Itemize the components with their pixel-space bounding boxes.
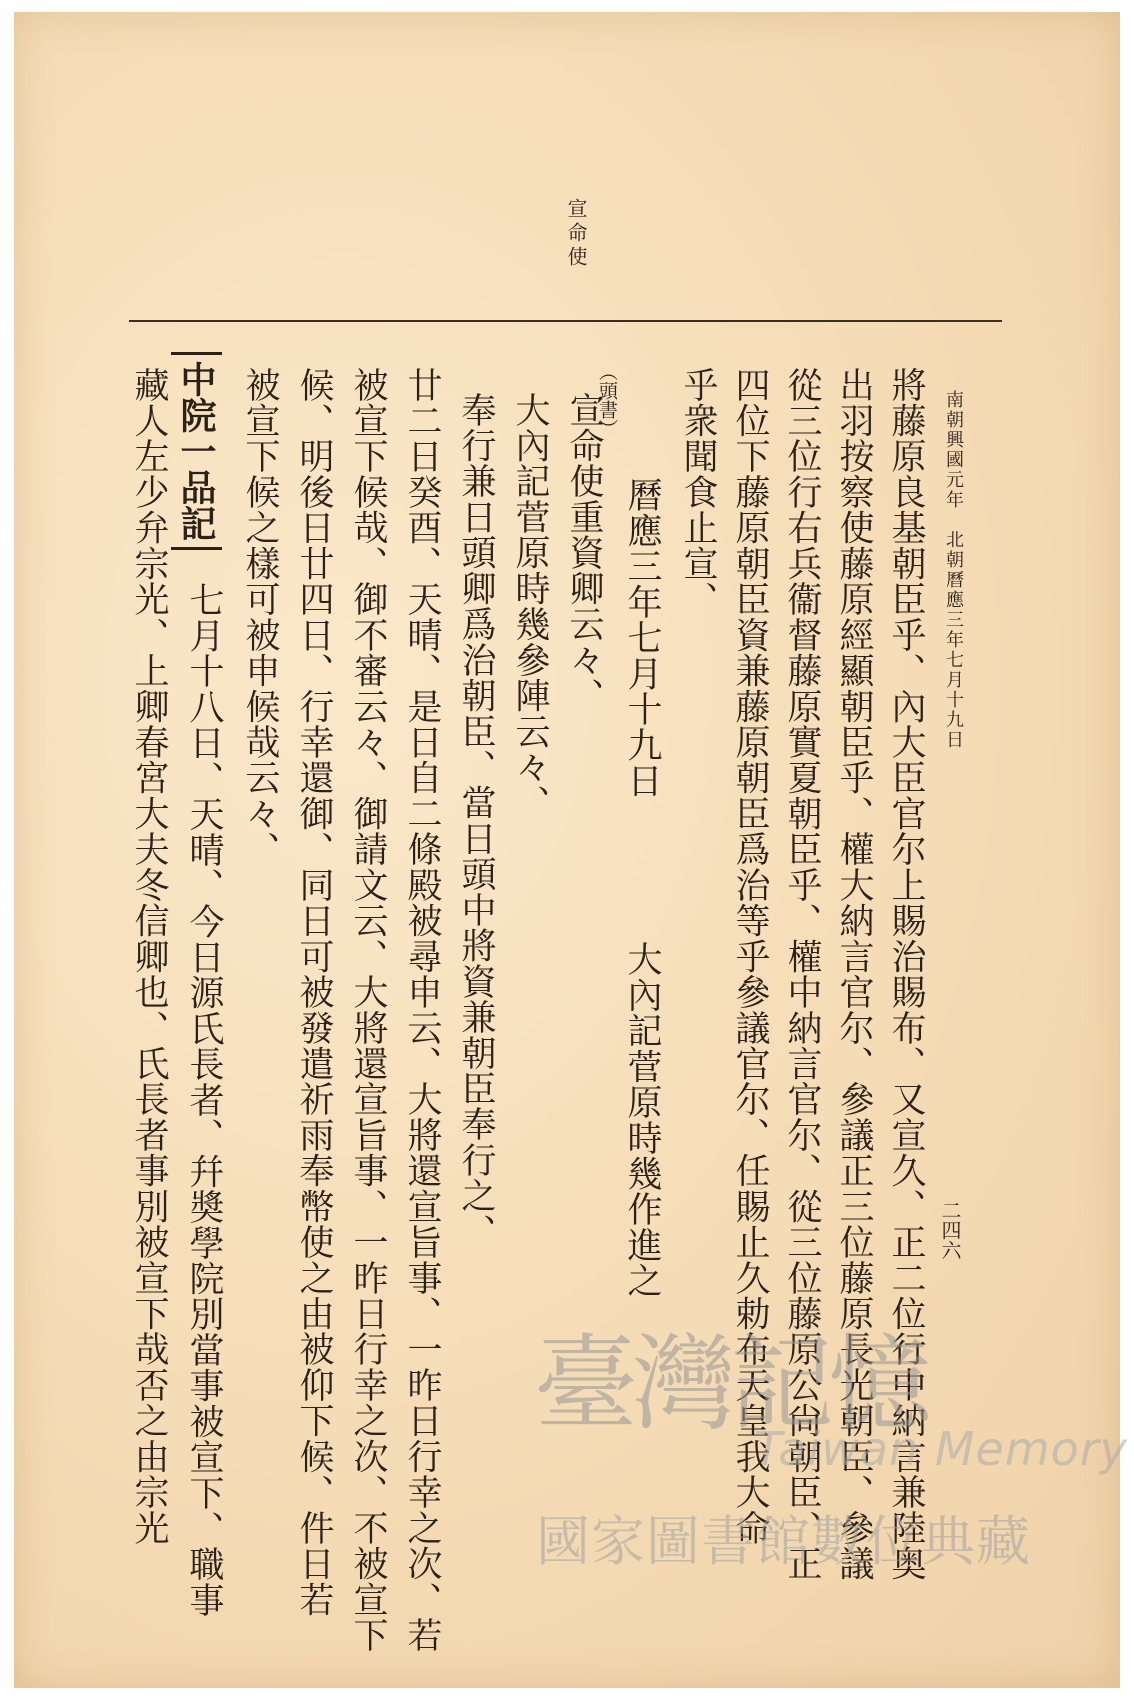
body-column-12: 候、明後日廿四日、行幸還御、同日可被發遣祈雨奉幣使之由被仰下候、件日若 (294, 367, 334, 1618)
watermark-cursive: 臺灣記憶 (534, 1323, 927, 1445)
body-column-13: 被宣下候之樣可被申候哉云々、 (240, 367, 280, 868)
body-column-3: 從三位行右兵衞督藤原實夏朝臣乎、權中納言官尔、從三位藤原公尙朝臣、正 (782, 367, 822, 1582)
header-rule (129, 320, 1002, 322)
body-column-9: 奉行兼日頭卿爲治朝臣、當日頭中將資兼朝臣奉行之、 (456, 392, 496, 1250)
body-column-11: 被宣下候哉、御不審云々、御請文云、大將還宣旨事、一昨日行幸之次、不被宣下 (348, 367, 388, 1653)
body-column-2: 出羽按察使藤原經顯朝臣乎、權大納言官尔、參議正三位藤原長光朝臣、參議 (834, 367, 874, 1582)
page-number: 二四六 (938, 1200, 962, 1260)
body-column-7: 宣命使重資卿云々、 (564, 392, 604, 714)
body-column-5: 乎衆聞食止宣、 (678, 367, 718, 618)
body-column-8: 大內記菅原時幾參陣云々、 (510, 392, 550, 821)
section-title: 宣命使 (564, 198, 588, 270)
body-column-6: 曆應三年七月十九日 大內記菅原時幾作進之 (622, 477, 662, 1299)
body-column-4: 四位下藤原朝臣資兼藤原朝臣爲治等乎參議官尔、任賜止久勅布天皇我大命 (730, 367, 770, 1546)
running-title: 南朝興國元年 北朝曆應三年七月十九日 (943, 390, 964, 750)
book-page (14, 12, 1128, 1688)
source-label: 中院一品記 (171, 352, 222, 550)
head-note: （頭書） (596, 362, 618, 438)
body-column-10: 廿二日癸酉、天晴、是日自二條殿被尋申云、大將還宣旨事、一昨日行幸之次、若 (402, 367, 442, 1653)
body-column-15: 藏人左少弁宗光、上卿春宮大夫冬信卿也、氏長者事別被宣下哉否之由宗光 (129, 367, 169, 1546)
body-column-1: 將藤原良基朝臣乎、內大臣官尔上賜治賜布、又宣久、正二位行中納言兼陸奥 (886, 367, 926, 1582)
body-column-14: 七月十八日、天晴、今日源氏長者、幷奬學院別當事被宣下、職事 (184, 582, 224, 1618)
watermark-english: Taiwan Memory (754, 1422, 1128, 1476)
watermark-chinese: 國家圖書館數位典藏 (536, 1510, 1031, 1573)
